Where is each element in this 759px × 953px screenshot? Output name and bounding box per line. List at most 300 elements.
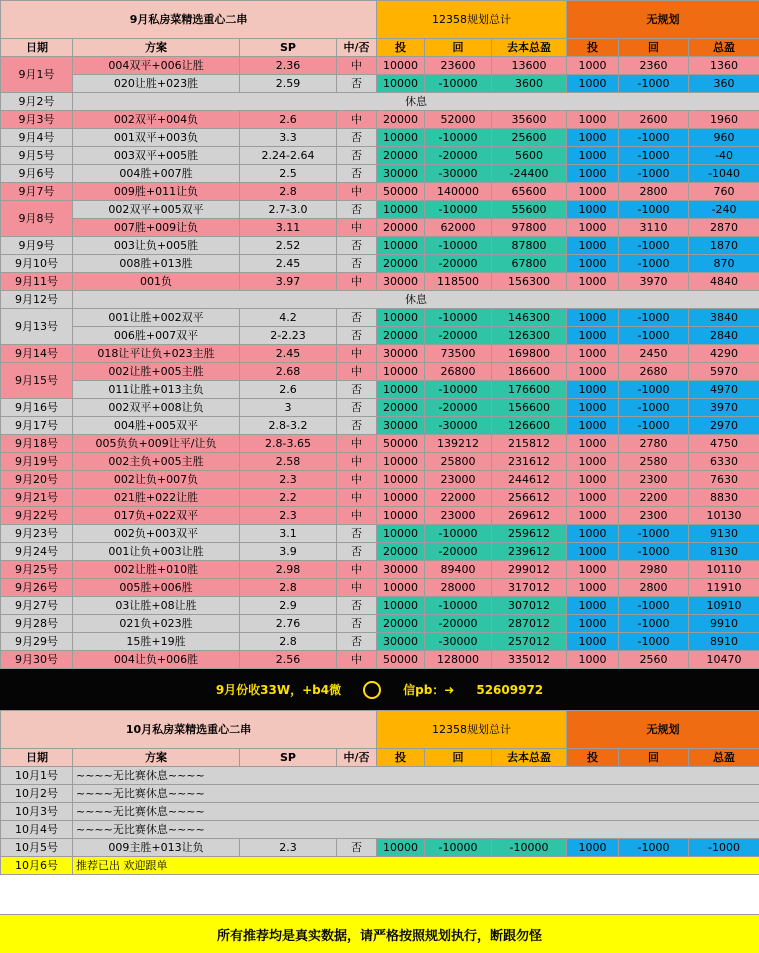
sp-cell: 2.7-3.0 <box>240 201 337 219</box>
result-cell: 否 <box>337 417 377 435</box>
date-cell: 9月12号 <box>1 291 73 309</box>
column-header: 方案 <box>73 749 240 767</box>
noplan-bet-cell: 1000 <box>567 165 619 183</box>
plan-cell: 020让胜+023胜 <box>73 75 240 93</box>
noplan-total-cell: 870 <box>689 255 759 273</box>
result-cell: 否 <box>337 147 377 165</box>
noplan-total-cell: 10110 <box>689 561 759 579</box>
plan-bet-cell: 10000 <box>377 489 425 507</box>
date-cell: 9月11号 <box>1 273 73 291</box>
table-row <box>1 183 759 201</box>
plan-return-cell: -10000 <box>425 129 492 147</box>
date-cell: 10月1号 <box>1 767 73 785</box>
plan-return-cell: -10000 <box>425 75 492 93</box>
noplan-bet-cell: 1000 <box>567 201 619 219</box>
noplan-total-cell: 11910 <box>689 579 759 597</box>
sp-cell: 2.24-2.64 <box>240 147 337 165</box>
plan-bet-cell: 10000 <box>377 471 425 489</box>
noplan-bet-cell: 1000 <box>567 237 619 255</box>
date-cell: 9月25号 <box>1 561 73 579</box>
result-cell: 中 <box>337 363 377 381</box>
plan-cell: 003让负+005胜 <box>73 237 240 255</box>
noplan-return-cell: -1000 <box>619 309 689 327</box>
sp-cell: 2.3 <box>240 471 337 489</box>
plan-cell: 002双平+004负 <box>73 111 240 129</box>
plan-total-header: 12358规划总计 <box>377 1 567 39</box>
plan-total-cell: 256612 <box>492 489 567 507</box>
table-row <box>1 489 759 507</box>
noplan-return-cell: 3110 <box>619 219 689 237</box>
date-cell: 10月2号 <box>1 785 73 803</box>
sp-cell: 2.52 <box>240 237 337 255</box>
sp-cell: 2.3 <box>240 507 337 525</box>
table-row <box>1 767 759 785</box>
plan-cell: 021胜+022让胜 <box>73 489 240 507</box>
plan-return-cell: -10000 <box>425 525 492 543</box>
date-cell: 9月13号 <box>1 309 73 345</box>
plan-cell: 011让胜+013主负 <box>73 381 240 399</box>
plan-return-cell: 23600 <box>425 57 492 75</box>
date-cell: 9月14号 <box>1 345 73 363</box>
plan-bet-cell: 20000 <box>377 543 425 561</box>
noplan-bet-cell: 1000 <box>567 417 619 435</box>
noplan-bet-cell: 1000 <box>567 597 619 615</box>
sp-cell: 4.2 <box>240 309 337 327</box>
table-row <box>1 525 759 543</box>
noplan-total-cell: 760 <box>689 183 759 201</box>
date-cell: 9月10号 <box>1 255 73 273</box>
noplan-bet-cell: 1000 <box>567 435 619 453</box>
table-row <box>1 111 759 129</box>
plan-total-cell: 35600 <box>492 111 567 129</box>
table-row <box>1 821 759 839</box>
table-row <box>1 219 759 237</box>
table-row <box>1 273 759 291</box>
noplan-return-cell: -1000 <box>619 129 689 147</box>
noplan-total-cell: 8910 <box>689 633 759 651</box>
banner-text: 9月份收33W，+b4微 <box>216 681 341 698</box>
plan-total-cell: 25600 <box>492 129 567 147</box>
date-cell: 9月22号 <box>1 507 73 525</box>
noplan-bet-cell: 1000 <box>567 579 619 597</box>
plan-bet-cell: 10000 <box>377 597 425 615</box>
plan-bet-cell: 50000 <box>377 651 425 669</box>
result-cell: 中 <box>337 111 377 129</box>
column-header: 日期 <box>1 39 73 57</box>
sp-cell: 2.68 <box>240 363 337 381</box>
plan-total-cell: 65600 <box>492 183 567 201</box>
plan-cell: 001让胜+002双平 <box>73 309 240 327</box>
plan-cell: 004胜+007胜 <box>73 165 240 183</box>
plan-cell: 004胜+005双平 <box>73 417 240 435</box>
plan-total-cell: -10000 <box>492 839 567 857</box>
noplan-total-cell: -240 <box>689 201 759 219</box>
footer-notice: 所有推荐均是真实数据，请严格按照规划执行，断跟勿怪 <box>0 914 759 953</box>
plan-cell: 005负负+009让平/让负 <box>73 435 240 453</box>
plan-cell: 021负+023胜 <box>73 615 240 633</box>
noplan-return-cell: 2800 <box>619 183 689 201</box>
date-cell: 9月6号 <box>1 165 73 183</box>
no-plan-header: 无规划 <box>567 1 759 39</box>
plan-cell: 005胜+006胜 <box>73 579 240 597</box>
noplan-total-cell: 3970 <box>689 399 759 417</box>
result-cell: 否 <box>337 201 377 219</box>
plan-cell: 002让胜+005主胜 <box>73 363 240 381</box>
sp-cell: 2.59 <box>240 75 337 93</box>
result-cell: 否 <box>337 381 377 399</box>
sp-cell: 3.97 <box>240 273 337 291</box>
result-cell: 否 <box>337 525 377 543</box>
plan-cell: 009主胜+013让负 <box>73 839 240 857</box>
noplan-bet-cell: 1000 <box>567 453 619 471</box>
date-cell: 10月4号 <box>1 821 73 839</box>
plan-bet-cell: 10000 <box>377 525 425 543</box>
noplan-total-cell: -40 <box>689 147 759 165</box>
table-row <box>1 857 759 875</box>
plan-cell: 03让胜+08让胜 <box>73 597 240 615</box>
table-row <box>1 75 759 93</box>
noplan-total-cell: -1040 <box>689 165 759 183</box>
sp-cell: 2.9 <box>240 597 337 615</box>
sp-cell: 2.6 <box>240 381 337 399</box>
result-cell: 中 <box>337 489 377 507</box>
result-cell: 否 <box>337 633 377 651</box>
noplan-bet-cell: 1000 <box>567 129 619 147</box>
table-row <box>1 327 759 345</box>
plan-total-cell: 287012 <box>492 615 567 633</box>
plan-cell: 007胜+009让负 <box>73 219 240 237</box>
result-cell: 否 <box>337 597 377 615</box>
date-cell: 9月27号 <box>1 597 73 615</box>
plan-total-header: 12358规划总计 <box>377 711 567 749</box>
noplan-total-cell: 2970 <box>689 417 759 435</box>
plan-return-cell: -10000 <box>425 597 492 615</box>
result-cell: 中 <box>337 453 377 471</box>
october-table <box>0 710 759 875</box>
plan-return-cell: -30000 <box>425 633 492 651</box>
noplan-return-cell: 2200 <box>619 489 689 507</box>
noplan-bet-cell: 1000 <box>567 381 619 399</box>
sp-cell: 3 <box>240 399 337 417</box>
plan-return-cell: 52000 <box>425 111 492 129</box>
plan-cell: 001负 <box>73 273 240 291</box>
column-header: 方案 <box>73 39 240 57</box>
column-header-row <box>1 39 759 57</box>
plan-total-cell: 259612 <box>492 525 567 543</box>
plan-bet-cell: 10000 <box>377 381 425 399</box>
no-plan-header: 无规划 <box>567 711 759 749</box>
noplan-bet-cell: 1000 <box>567 57 619 75</box>
plan-total-cell: 299012 <box>492 561 567 579</box>
sp-cell: 2.2 <box>240 489 337 507</box>
plan-total-cell: 67800 <box>492 255 567 273</box>
plan-cell: 017负+022双平 <box>73 507 240 525</box>
date-cell: 9月15号 <box>1 363 73 399</box>
plan-cell: 004双平+006让胜 <box>73 57 240 75</box>
plan-cell: 008胜+013胜 <box>73 255 240 273</box>
sp-cell: 3.11 <box>240 219 337 237</box>
noplan-bet-cell: 1000 <box>567 75 619 93</box>
table-row <box>1 785 759 803</box>
table-row <box>1 363 759 381</box>
noplan-return-cell: 2300 <box>619 507 689 525</box>
noplan-return-cell: -1000 <box>619 237 689 255</box>
noplan-return-cell: 2800 <box>619 579 689 597</box>
plan-bet-cell: 10000 <box>377 57 425 75</box>
plan-bet-cell: 20000 <box>377 147 425 165</box>
result-cell: 否 <box>337 165 377 183</box>
table-row <box>1 147 759 165</box>
plan-total-cell: 169800 <box>492 345 567 363</box>
section-title: 9月私房菜精选重心二串 <box>1 1 377 39</box>
column-header: 回 <box>425 39 492 57</box>
plan-return-cell: 139212 <box>425 435 492 453</box>
plan-cell: 006胜+007双平 <box>73 327 240 345</box>
banner-text-2: 信pb：➜ <box>403 681 454 698</box>
plan-bet-cell: 30000 <box>377 417 425 435</box>
noplan-total-cell: 960 <box>689 129 759 147</box>
plan-total-cell: 257012 <box>492 633 567 651</box>
date-cell: 9月28号 <box>1 615 73 633</box>
plan-return-cell: -10000 <box>425 237 492 255</box>
column-header: 去本总盈 <box>492 749 567 767</box>
plan-bet-cell: 30000 <box>377 633 425 651</box>
noplan-return-cell: -1000 <box>619 839 689 857</box>
plan-bet-cell: 10000 <box>377 453 425 471</box>
noplan-total-cell: 9130 <box>689 525 759 543</box>
result-cell: 中 <box>337 183 377 201</box>
date-cell: 9月2号 <box>1 93 73 111</box>
plan-cell: 002让胜+010胜 <box>73 561 240 579</box>
noplan-bet-cell: 1000 <box>567 345 619 363</box>
plan-cell: 002双平+005双平 <box>73 201 240 219</box>
result-cell: 中 <box>337 345 377 363</box>
plan-bet-cell: 10000 <box>377 839 425 857</box>
plan-total-cell: 5600 <box>492 147 567 165</box>
sp-cell: 2.36 <box>240 57 337 75</box>
noplan-total-cell: 1870 <box>689 237 759 255</box>
plan-bet-cell: 20000 <box>377 219 425 237</box>
plan-bet-cell: 10000 <box>377 507 425 525</box>
noplan-total-cell: 6330 <box>689 453 759 471</box>
plan-bet-cell: 30000 <box>377 273 425 291</box>
table-row <box>1 399 759 417</box>
noplan-bet-cell: 1000 <box>567 147 619 165</box>
column-header: 投 <box>567 749 619 767</box>
noplan-total-cell: 8830 <box>689 489 759 507</box>
plan-return-cell: -20000 <box>425 543 492 561</box>
noplan-total-cell: 4750 <box>689 435 759 453</box>
plan-bet-cell: 10000 <box>377 201 425 219</box>
promo-banner <box>0 669 759 710</box>
table-row <box>1 345 759 363</box>
noplan-return-cell: 2980 <box>619 561 689 579</box>
rest-cell: 休息 <box>73 93 759 111</box>
plan-cell: 001双平+003负 <box>73 129 240 147</box>
date-cell: 9月21号 <box>1 489 73 507</box>
title-row <box>1 1 759 39</box>
sp-cell: 2.98 <box>240 561 337 579</box>
noplan-bet-cell: 1000 <box>567 561 619 579</box>
noplan-total-cell: 7630 <box>689 471 759 489</box>
sp-cell: 2.45 <box>240 345 337 363</box>
plan-return-cell: -10000 <box>425 839 492 857</box>
plan-bet-cell: 10000 <box>377 129 425 147</box>
plan-return-cell: -30000 <box>425 417 492 435</box>
plan-cell: 009胜+011让负 <box>73 183 240 201</box>
date-cell: 9月19号 <box>1 453 73 471</box>
plan-return-cell: 26800 <box>425 363 492 381</box>
column-header: 总盈 <box>689 39 759 57</box>
date-cell: 9月24号 <box>1 543 73 561</box>
plan-return-cell: 23000 <box>425 507 492 525</box>
table-row <box>1 129 759 147</box>
result-cell: 否 <box>337 129 377 147</box>
plan-total-cell: 186600 <box>492 363 567 381</box>
plan-bet-cell: 10000 <box>377 363 425 381</box>
date-cell: 10月3号 <box>1 803 73 821</box>
noplan-bet-cell: 1000 <box>567 489 619 507</box>
column-header: 日期 <box>1 749 73 767</box>
table-row <box>1 93 759 111</box>
noplan-bet-cell: 1000 <box>567 839 619 857</box>
date-cell: 9月23号 <box>1 525 73 543</box>
sp-cell: 2.58 <box>240 453 337 471</box>
plan-cell: 15胜+19胜 <box>73 633 240 651</box>
plan-return-cell: -20000 <box>425 147 492 165</box>
plan-bet-cell: 10000 <box>377 309 425 327</box>
plan-total-cell: 87800 <box>492 237 567 255</box>
result-cell: 否 <box>337 399 377 417</box>
result-cell: 中 <box>337 273 377 291</box>
plan-total-cell: 176600 <box>492 381 567 399</box>
noplan-return-cell: -1000 <box>619 525 689 543</box>
plan-return-cell: 128000 <box>425 651 492 669</box>
plan-return-cell: 140000 <box>425 183 492 201</box>
plan-total-cell: 307012 <box>492 597 567 615</box>
noplan-return-cell: 2580 <box>619 453 689 471</box>
table-row <box>1 417 759 435</box>
plan-return-cell: -30000 <box>425 165 492 183</box>
noplan-total-cell: 3840 <box>689 309 759 327</box>
noplan-bet-cell: 1000 <box>567 183 619 201</box>
date-cell: 9月29号 <box>1 633 73 651</box>
date-cell: 9月7号 <box>1 183 73 201</box>
plan-return-cell: 73500 <box>425 345 492 363</box>
sp-cell: 2-2.23 <box>240 327 337 345</box>
plan-cell: 002主负+005主胜 <box>73 453 240 471</box>
noplan-return-cell: -1000 <box>619 381 689 399</box>
plan-return-cell: 89400 <box>425 561 492 579</box>
plan-bet-cell: 30000 <box>377 345 425 363</box>
plan-return-cell: 118500 <box>425 273 492 291</box>
noplan-bet-cell: 1000 <box>567 507 619 525</box>
noplan-return-cell: 2300 <box>619 471 689 489</box>
noplan-total-cell: 10910 <box>689 597 759 615</box>
date-cell: 9月4号 <box>1 129 73 147</box>
noplan-bet-cell: 1000 <box>567 327 619 345</box>
noplan-return-cell: -1000 <box>619 417 689 435</box>
noplan-return-cell: -1000 <box>619 255 689 273</box>
plan-cell: 018让平让负+023主胜 <box>73 345 240 363</box>
plan-total-cell: 239612 <box>492 543 567 561</box>
plan-return-cell: 23000 <box>425 471 492 489</box>
table-row <box>1 255 759 273</box>
noplan-return-cell: -1000 <box>619 327 689 345</box>
sp-cell: 2.8 <box>240 633 337 651</box>
sp-cell: 2.5 <box>240 165 337 183</box>
table-row <box>1 633 759 651</box>
plan-total-cell: 244612 <box>492 471 567 489</box>
result-cell: 否 <box>337 839 377 857</box>
noplan-return-cell: -1000 <box>619 147 689 165</box>
result-cell: 中 <box>337 507 377 525</box>
column-header: 回 <box>619 39 689 57</box>
date-cell: 10月6号 <box>1 857 73 875</box>
plan-bet-cell: 30000 <box>377 561 425 579</box>
title-row <box>1 711 759 749</box>
table-row <box>1 237 759 255</box>
result-cell: 否 <box>337 237 377 255</box>
date-cell: 9月3号 <box>1 111 73 129</box>
column-header-row <box>1 749 759 767</box>
plan-total-cell: 156300 <box>492 273 567 291</box>
plan-cell: 001让负+003让胜 <box>73 543 240 561</box>
result-cell: 否 <box>337 543 377 561</box>
plan-total-cell: 317012 <box>492 579 567 597</box>
noplan-bet-cell: 1000 <box>567 471 619 489</box>
table-row <box>1 291 759 309</box>
plan-return-cell: 62000 <box>425 219 492 237</box>
result-cell: 中 <box>337 57 377 75</box>
date-cell: 9月17号 <box>1 417 73 435</box>
plan-cell: 002双平+008让负 <box>73 399 240 417</box>
noplan-total-cell: 10470 <box>689 651 759 669</box>
table-row <box>1 597 759 615</box>
column-header: 投 <box>377 39 425 57</box>
result-cell: 中 <box>337 561 377 579</box>
noplan-bet-cell: 1000 <box>567 651 619 669</box>
result-cell: 否 <box>337 309 377 327</box>
column-header: SP <box>240 749 337 767</box>
plan-return-cell: -10000 <box>425 309 492 327</box>
noplan-bet-cell: 1000 <box>567 309 619 327</box>
noplan-return-cell: 2360 <box>619 57 689 75</box>
noplan-return-cell: -1000 <box>619 75 689 93</box>
section-title: 10月私房菜精选重心二串 <box>1 711 377 749</box>
plan-return-cell: 25800 <box>425 453 492 471</box>
sp-cell: 3.3 <box>240 129 337 147</box>
table-row <box>1 615 759 633</box>
result-cell: 中 <box>337 219 377 237</box>
table-row <box>1 381 759 399</box>
plan-cell: 003双平+005胜 <box>73 147 240 165</box>
sp-cell: 2.8-3.2 <box>240 417 337 435</box>
table-row <box>1 803 759 821</box>
sp-cell: 2.45 <box>240 255 337 273</box>
plan-total-cell: 55600 <box>492 201 567 219</box>
table-row <box>1 579 759 597</box>
noplan-bet-cell: 1000 <box>567 543 619 561</box>
plan-bet-cell: 10000 <box>377 237 425 255</box>
plan-return-cell: -10000 <box>425 381 492 399</box>
noplan-bet-cell: 1000 <box>567 255 619 273</box>
date-cell: 9月16号 <box>1 399 73 417</box>
noplan-bet-cell: 1000 <box>567 273 619 291</box>
noplan-return-cell: 3970 <box>619 273 689 291</box>
table-row <box>1 201 759 219</box>
sp-cell: 2.3 <box>240 839 337 857</box>
